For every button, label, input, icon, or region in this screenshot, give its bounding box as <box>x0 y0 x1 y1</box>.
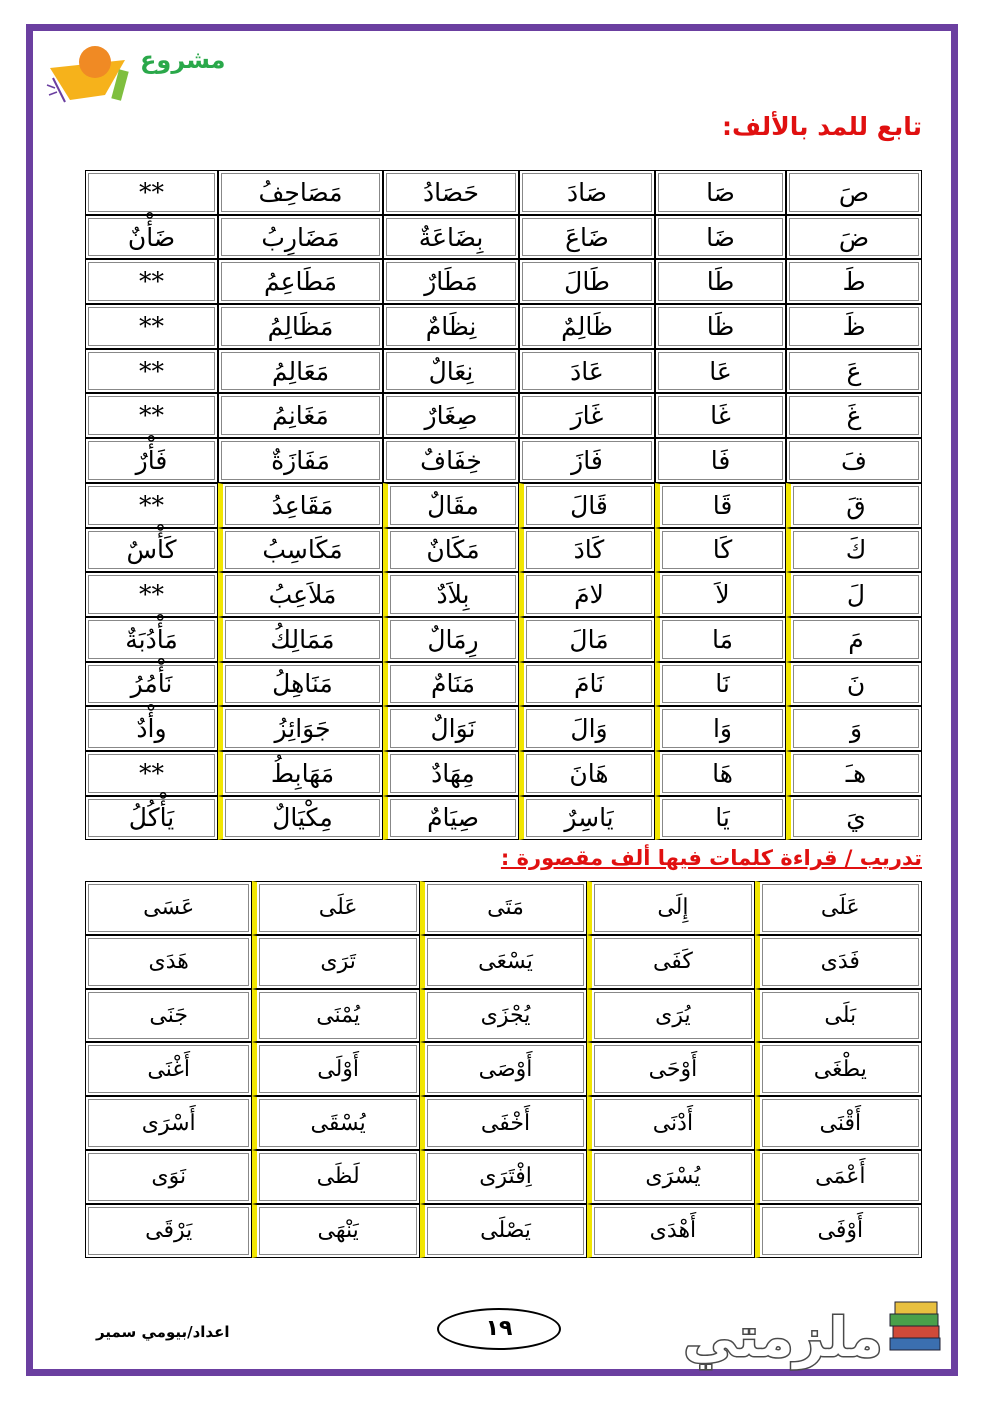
table-cell: صَادَ <box>519 170 655 215</box>
table-cell: رِمَالٌ <box>383 617 519 662</box>
table-row <box>85 617 922 662</box>
brand-text: ملزمتي <box>683 1306 883 1369</box>
table-row <box>85 349 922 394</box>
table-cell: نَ <box>786 662 922 707</box>
table-cell: عَلَى <box>252 881 419 935</box>
table-cell: ضَأْنٌ <box>85 215 218 260</box>
table-cell: يَنْهَى <box>252 1204 419 1258</box>
table-cell: يُمْنَى <box>252 989 419 1043</box>
table-cell: صِيَامٌ <box>383 796 519 841</box>
table-cell: نِعَالٌ <box>383 349 519 394</box>
table-cell: مَكَاسِبُ <box>218 528 383 573</box>
table-cell: عَلَى <box>755 881 922 935</box>
table-cell: مَطَارٌ <box>383 259 519 304</box>
table-cell: يُجْزَى <box>420 989 587 1043</box>
table-cell: مَقَاعِدُ <box>218 483 383 528</box>
table-cell: صَ <box>786 170 922 215</box>
table-row <box>85 215 922 260</box>
table-cell: نَأْمُرُ <box>85 662 218 707</box>
table-cell: فَدَى <box>755 935 922 989</box>
table-cell: طَا <box>655 259 786 304</box>
table-cell: وَالَ <box>519 706 655 751</box>
table-cell: مَفَازَةٌ <box>218 438 383 483</box>
table-cell: يَأْكُلُ <box>85 796 218 841</box>
table-row <box>85 751 922 796</box>
table-cell: بَلَى <box>755 989 922 1043</box>
table-cell: فَ <box>786 438 922 483</box>
table-cell: ظَالِمٌ <box>519 304 655 349</box>
table-cell: وَا <box>655 706 786 751</box>
table-cell: مَغَانِمُ <box>218 393 383 438</box>
table-cell: نَوَالٌ <box>383 706 519 751</box>
table-cell: مَأْدُبَةٌ <box>85 617 218 662</box>
table-cell: خِفَافٌ <box>383 438 519 483</box>
table-cell: أَوْصَى <box>420 1042 587 1096</box>
table-cell: غَارَ <box>519 393 655 438</box>
table-cell: أَخْفَى <box>420 1096 587 1150</box>
table-cell: مِكْيَالٌ <box>218 796 383 841</box>
table-cell: مَلاَعِبُ <box>218 572 383 617</box>
table-cell: مَا <box>655 617 786 662</box>
table-cell: غَا <box>655 393 786 438</box>
table-cell: لَ <box>786 572 922 617</box>
table-cell: طَ <box>786 259 922 304</box>
table-cell: فَا <box>655 438 786 483</box>
table-cell: قَ <box>786 483 922 528</box>
table-cell: مَ <box>786 617 922 662</box>
table-cell: أَعْمَى <box>755 1150 922 1204</box>
table-row <box>85 989 922 1043</box>
table-cell: بِلاَدٌ <box>383 572 519 617</box>
table-cell: أَغْنَى <box>85 1042 252 1096</box>
table-cell: ** <box>85 170 218 215</box>
table-cell: مِهَادٌ <box>383 751 519 796</box>
table-cell: ** <box>85 572 218 617</box>
table-cell: غَ <box>786 393 922 438</box>
table-row <box>85 706 922 751</box>
table-cell: يطْغَى <box>755 1042 922 1096</box>
table-cell: جَوَائِزُ <box>218 706 383 751</box>
table-cell: بِضَاعَةٌ <box>383 215 519 260</box>
table-cell: مَظَالِمُ <box>218 304 383 349</box>
table-cell: يَاسِرٌ <box>519 796 655 841</box>
table-cell: أَقْنَى <box>755 1096 922 1150</box>
table-row <box>85 528 922 573</box>
table-cell: ضَ <box>786 215 922 260</box>
table-cell: يَرْقَى <box>85 1204 252 1258</box>
letters-table <box>85 170 922 840</box>
table-cell: يُسْرَى <box>587 1150 754 1204</box>
table-row <box>85 1150 922 1204</box>
table-row <box>85 572 922 617</box>
table-cell: هَدَى <box>85 935 252 989</box>
training-title: تدريب / قراءة كلمات فيها ألف مقصورة : <box>500 846 922 870</box>
table-cell: مَهَابِطُ <box>218 751 383 796</box>
table-row <box>85 170 922 215</box>
table-cell: فَأْرٌ <box>85 438 218 483</box>
table-row <box>85 1204 922 1258</box>
table-cell: فَازَ <box>519 438 655 483</box>
page-number: ١٩ <box>437 1308 561 1350</box>
table-cell: عَادَ <box>519 349 655 394</box>
table-row <box>85 438 922 483</box>
table-cell: مَعَالِمُ <box>218 349 383 394</box>
table-cell: صَا <box>655 170 786 215</box>
table-cell: نَامَ <box>519 662 655 707</box>
table-cell: عَسَى <box>85 881 252 935</box>
table-row <box>85 259 922 304</box>
table-cell: صِغَارٌ <box>383 393 519 438</box>
table-row <box>85 304 922 349</box>
table-cell: إِلَى <box>587 881 754 935</box>
table-cell: ضَاعَ <box>519 215 655 260</box>
table-cell: ضَا <box>655 215 786 260</box>
table-cell: مَصَاحِفُ <box>218 170 383 215</box>
table-cell: هـَ <box>786 751 922 796</box>
table-cell: أَهْدَى <box>587 1204 754 1258</box>
table-cell: قَالَ <box>519 483 655 528</box>
table-cell: عَا <box>655 349 786 394</box>
table-cell: لَظَى <box>252 1150 419 1204</box>
logo-text: مشروع <box>140 46 226 74</box>
table-cell: ظَا <box>655 304 786 349</box>
table-cell: ** <box>85 304 218 349</box>
table-cell: ** <box>85 349 218 394</box>
table-cell: يَسْعَى <box>420 935 587 989</box>
table-cell: يُسْقَى <box>252 1096 419 1150</box>
table-cell: عَ <box>786 349 922 394</box>
table-cell: ** <box>85 483 218 528</box>
table-cell: حَصَادُ <box>383 170 519 215</box>
table-cell: نِظَامٌ <box>383 304 519 349</box>
table-cell: يُرَى <box>587 989 754 1043</box>
table-cell: كَا <box>655 528 786 573</box>
table-cell: مَتَى <box>420 881 587 935</box>
table-cell: لامَ <box>519 572 655 617</box>
author-credit: اعداد/بيومي سمير <box>96 1323 230 1341</box>
table-cell: نَوَى <box>85 1150 252 1204</box>
table-cell: يَا <box>655 796 786 841</box>
table-cell: جَنَى <box>85 989 252 1043</box>
table-row <box>85 1042 922 1096</box>
table-cell: مَضَارِبُ <box>218 215 383 260</box>
table-cell: اِفْتَرَى <box>420 1150 587 1204</box>
table-row <box>85 1096 922 1150</box>
table-cell: وَ <box>786 706 922 751</box>
table-cell: ** <box>85 751 218 796</box>
table-cell: أَدْنَى <box>587 1096 754 1150</box>
table-cell: لاَ <box>655 572 786 617</box>
table-cell: طَالَ <box>519 259 655 304</box>
table-cell: كَأْسٌ <box>85 528 218 573</box>
table-cell: تَرَى <box>252 935 419 989</box>
table-row <box>85 881 922 935</box>
table-cell: مَنَامٌ <box>383 662 519 707</box>
table-cell: مقَالٌ <box>383 483 519 528</box>
table-cell: ظَ <box>786 304 922 349</box>
table-cell: مَطَاعِمُ <box>218 259 383 304</box>
table-cell: ** <box>85 259 218 304</box>
table-cell: أَوْفَى <box>755 1204 922 1258</box>
table-row <box>85 483 922 528</box>
table-cell: هَانَ <box>519 751 655 796</box>
table-cell: قَا <box>655 483 786 528</box>
table-cell: كَادَ <box>519 528 655 573</box>
table-cell: مَمَالِكُ <box>218 617 383 662</box>
table-cell: يَصْلَى <box>420 1204 587 1258</box>
table-cell: يَ <box>786 796 922 841</box>
table-cell: كَ <box>786 528 922 573</box>
page-title: تابع للمد بالألف: <box>722 112 922 141</box>
table-cell: كَفَى <box>587 935 754 989</box>
table-cell: نَا <box>655 662 786 707</box>
table-cell: مَكَانٌ <box>383 528 519 573</box>
table-row <box>85 796 922 841</box>
table-cell: ** <box>85 393 218 438</box>
brand-logo <box>665 1290 950 1375</box>
table-cell: أَوْحَى <box>587 1042 754 1096</box>
table-row <box>85 393 922 438</box>
table-row <box>85 935 922 989</box>
table-cell: أَوْلَى <box>252 1042 419 1096</box>
table-cell: أَسْرَى <box>85 1096 252 1150</box>
table-row <box>85 662 922 707</box>
table-cell: وأْدٌ <box>85 706 218 751</box>
table-cell: مَنَاهِلُ <box>218 662 383 707</box>
training-table <box>85 881 922 1258</box>
table-cell: مَالَ <box>519 617 655 662</box>
table-cell: هَا <box>655 751 786 796</box>
